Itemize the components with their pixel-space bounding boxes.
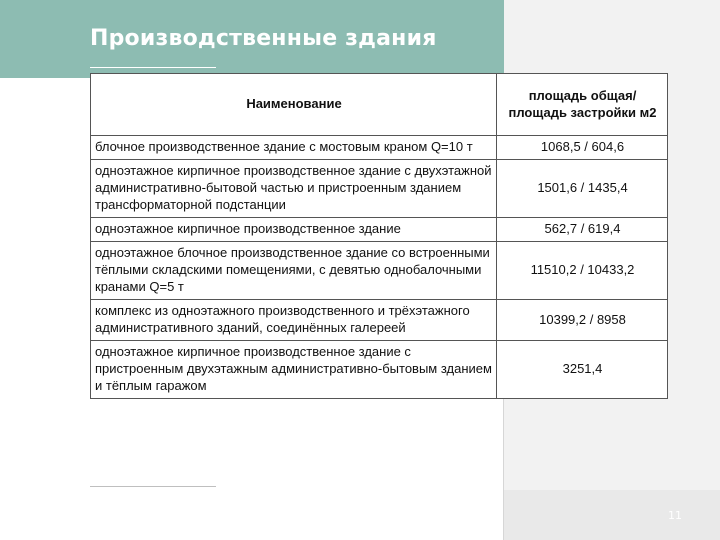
table-footer-line <box>90 486 216 487</box>
building-area-cell: 3251,4 <box>497 341 668 399</box>
column-header-name: Наименование <box>91 74 497 136</box>
table-row <box>91 341 668 399</box>
building-area-cell: 11510,2 / 10433,2 <box>497 242 668 300</box>
building-name-cell: блочное производственное здание с мостовым краном Q=10 т <box>91 136 497 160</box>
building-name-cell: одноэтажное кирпичное производственное здание с двухэтажной административно-бытовой частью и пристроенным зданием трансформаторной подстанции <box>91 160 497 218</box>
table-row <box>91 242 668 300</box>
buildings-table <box>90 73 668 399</box>
building-area-cell: 562,7 / 619,4 <box>497 218 668 242</box>
column-header-area-label: площадь общая/ площадь застройки м2 <box>508 87 657 120</box>
slide-title: Производственные здания <box>90 26 437 51</box>
table-row <box>91 136 668 160</box>
building-name-cell: одноэтажное кирпичное производственное здание <box>91 218 497 242</box>
building-name-cell: одноэтажное кирпичное производственное здание с пристроенным двухэтажным административно-бытовым зданием и тёплым гаражом <box>91 341 497 399</box>
building-name-cell: одноэтажное блочное производственное здание со встроенными тёплыми складскими помещениями, с девятью однобалочными кранами Q=5 т <box>91 242 497 300</box>
building-area-cell: 1501,6 / 1435,4 <box>497 160 668 218</box>
table-row <box>91 160 668 218</box>
table-row <box>91 218 668 242</box>
table-row <box>91 300 668 341</box>
building-name-cell: комплекс из одноэтажного производственного и трёхэтажного административного зданий, соединённых галереей <box>91 300 497 341</box>
page-number: 11 <box>668 509 682 522</box>
footer-bar <box>504 490 720 540</box>
building-area-cell: 1068,5 / 604,6 <box>497 136 668 160</box>
column-header-area <box>497 74 668 136</box>
title-underline <box>90 67 216 68</box>
building-area-cell: 10399,2 / 8958 <box>497 300 668 341</box>
table-header-row <box>91 74 668 136</box>
